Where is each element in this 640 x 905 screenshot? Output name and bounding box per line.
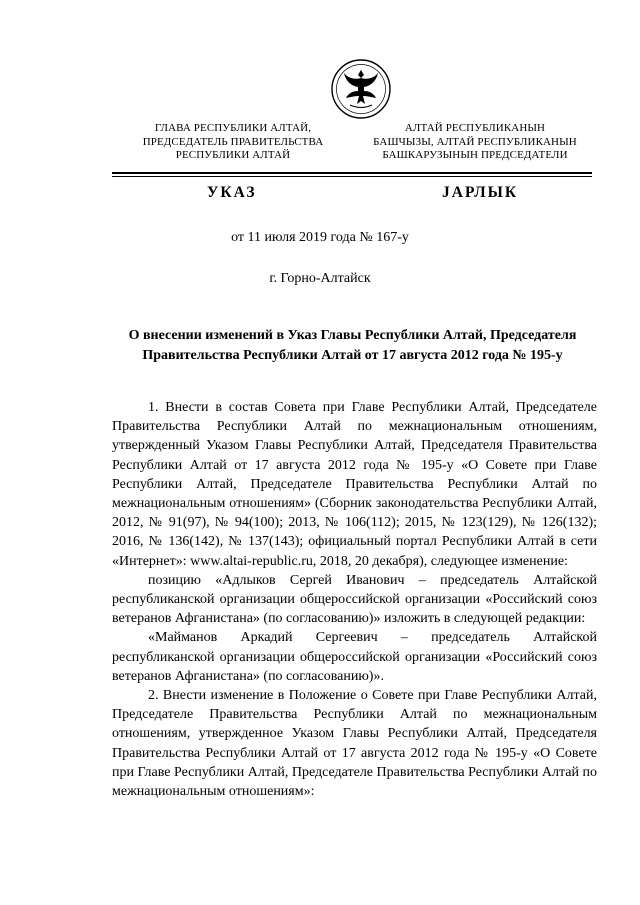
document-subject: О внесении изменений в Указ Главы Республики Алтай, Председателя Правительства Республики Алтай от 17 августа 2012 года № 195-у [128,328,577,363]
header-left-line: ГЛАВА РЕСПУБЛИКИ АЛТАЙ, [154,122,312,134]
body-paragraph: «Майманов Аркадий Сергеевич – председатель Алтайской республиканской организации общероссийской организации «Российский союз ветеранов Афганистана» (по согласованию)». [112,630,597,684]
header-right-line: БАШЧЫЗЫ, АЛТАЙ РЕСПУБЛИКАНЫН [373,135,577,148]
document-city: г. Горно-Алтайск [269,271,371,286]
header-divider-thin [112,176,592,177]
body-paragraph: 1. Внести в состав Совета при Главе Республики Алтай, Председателе Правительства Республики Алтай по межнациональным отношениям, утвержденный Указом Главы Республики Алтай, Председателя Правительства Республики Алтай от 17 августа 2012 года № 195-у «О Совете при Главе Республики Алтай, Председателе Правительства Республики Алтай по межнациональным отношениям» (Сборник законодательства Республики Алтай, 2012, № 91(97), № 94(100); 2013, № 106(112); 2015, № 123(129), № 126(132); 2016, № 136(142), № 137(143); официальный портал Республики Алтай в сети «Интернет»: www.altai-republic.ru, 2018, 20 декабря), следующее изменение: [112,400,597,569]
body-paragraph: 2. Внести изменение в Положение о Совете при Главе Республики Алтай, Председателе Правительства Республики Алтай по межнациональным отношениям, утвержденное Указом Главы Республики Алтай, Председателя Правительства Республики Алтай от 17 августа 2012 года № 195-у «О Совете при Главе Республики Алтай, Председателе Правительства Республики Алтай по межнациональным отношениям»: [112,688,597,800]
header-right-line: АЛТАЙ РЕСПУБЛИКАНЫН [404,122,546,134]
document-title-altai: JАРЛЫК [442,184,519,201]
document-date-number: от 11 июля 2019 года № 167-у [231,230,409,245]
document-title-russian: УКАЗ [207,184,257,201]
header-left-authority [120,122,346,163]
header-left-line: РЕСПУБЛИКИ АЛТАЙ [175,149,291,161]
header-left-line: ПРЕДСЕДАТЕЛЬ ПРАВИТЕЛЬСТВА [142,135,324,148]
header-right-line: БАШКАРУЗЫНЫН ПРЕДСЕДАТЕЛИ [382,149,568,161]
header-divider-thick [112,172,592,174]
document-body [112,398,597,801]
header-right-authority [362,122,588,163]
coat-of-arms-icon [330,58,392,120]
body-paragraph: позицию «Адлыков Сергей Иванович – председатель Алтайской республиканской организации общероссийской организации «Российский союз ветеранов Афганистана» (по согласованию)» изложить в следующей редакции: [112,572,597,627]
